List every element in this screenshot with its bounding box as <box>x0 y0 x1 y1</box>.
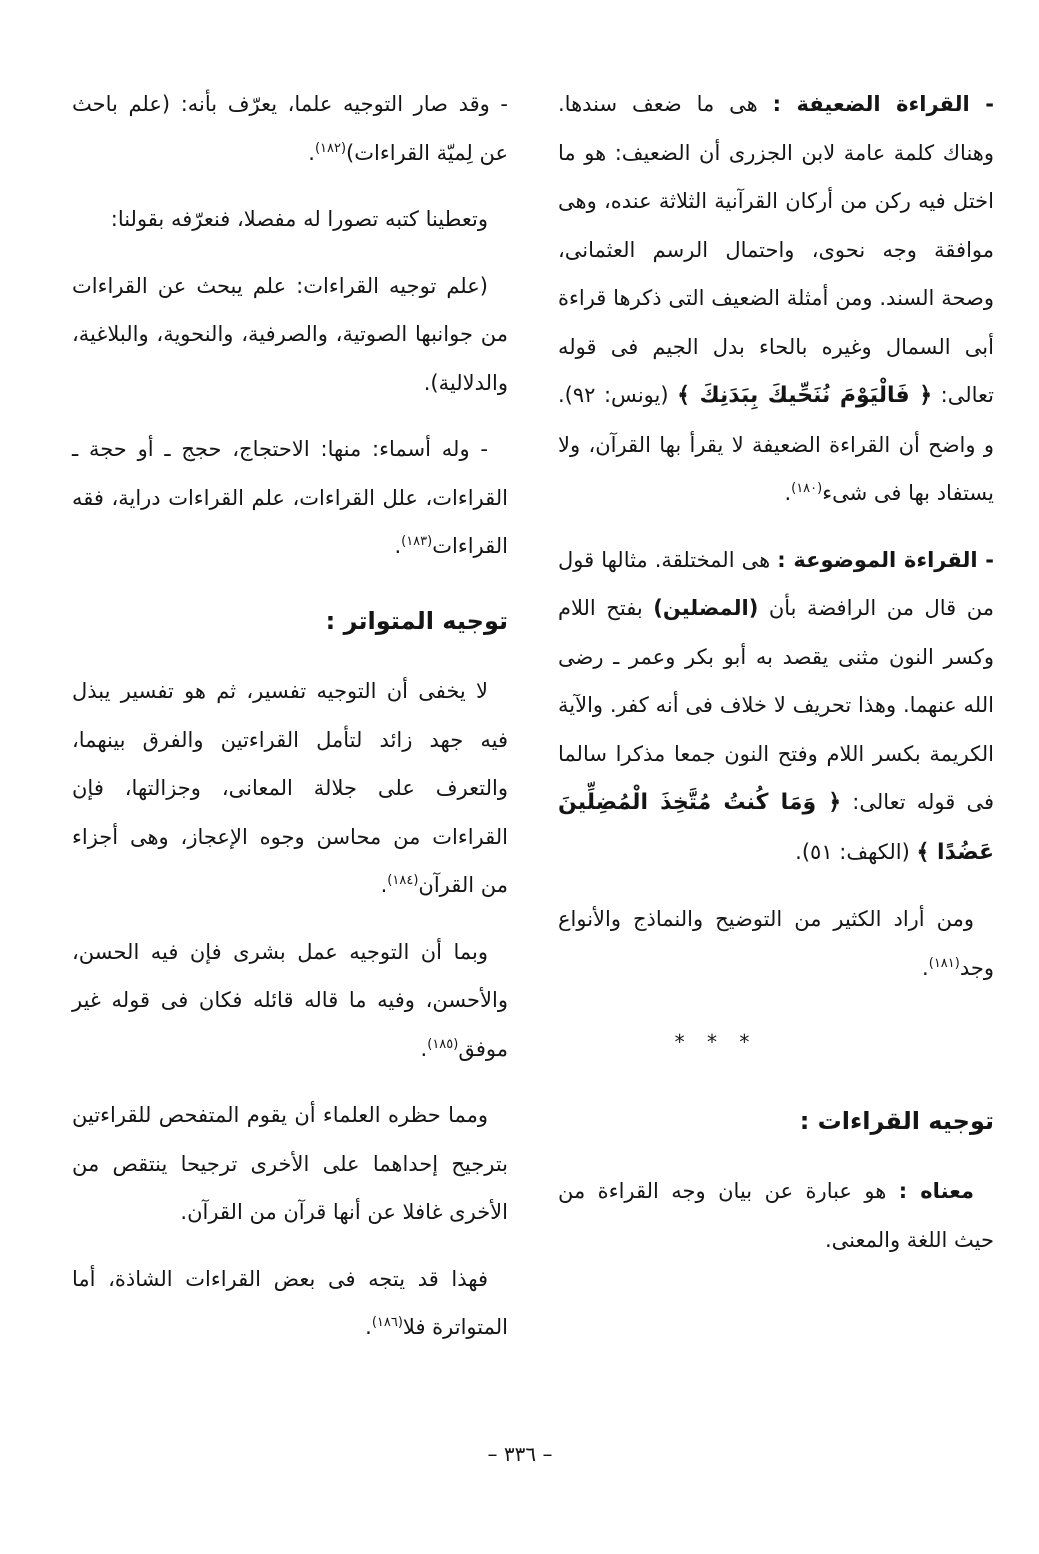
footnote-ref-184: (١٨٤) <box>387 873 419 888</box>
quran-verse-kahf: ﴿ وَمَا كُنتُ مُتَّخِذَ الْمُضِلِّينَ عَضُدًا ﴾ <box>558 790 994 865</box>
footnote-ref-186: (١٨٦) <box>371 1315 403 1330</box>
fabricated-reading-paragraph <box>558 536 994 878</box>
meaning-text: هو عبارة عن بيان وجه القراءة من حيث اللغة والمعنى. <box>558 1179 994 1252</box>
meaning-term: معناه : <box>898 1179 974 1203</box>
weak-reading-term: - القراءة الضعيفة : <box>772 92 994 116</box>
became-science-end: . <box>308 140 315 165</box>
tawatur-text-2: وبما أن التوجيه عمل بشرى فإن فيه الحسن، والأحسن، وفيه ما قاله قائله فكان فى قوله غير موفق <box>72 939 508 1061</box>
footnote-ref-182: (١٨٢) <box>314 140 347 156</box>
tawatur-end-4: . <box>365 1315 372 1339</box>
more-examples-end: . <box>922 955 929 980</box>
names-text: - وله أسماء: منها: الاحتجاج، حجج ـ أو حجة ـ القراءات، علل القراءات، علم القراءات دراية، فقه القراءات <box>72 437 508 558</box>
tawatur-paragraph-2 <box>72 928 508 1074</box>
footnote-ref-180: (١٨٠) <box>791 481 823 496</box>
weak-reading-text-2: (يونس: ٩٢). و واضح أن القراءة الضعيفة لا يقرأ بها القرآن، ولا يستفاد بها فى شىء <box>558 383 994 505</box>
tawatur-paragraph-1 <box>72 667 508 910</box>
quran-verse-yunus: ﴿ فَالْيَوْمَ نُنَحِّيكَ بِبَدَنِكَ ﴾ <box>677 383 933 408</box>
mudillin-word: (المضلين) <box>653 596 759 620</box>
footnote-ref-185: (١٨٥) <box>427 1036 459 1052</box>
books-paragraph <box>72 195 508 244</box>
weak-reading-end: . <box>784 481 792 505</box>
fabricated-reading-text-1: هى المختلقة. مثالها قول من قال من الرافضة بأن <box>558 547 994 620</box>
heading-tawjih-qiraat: توجيه القراءات : <box>799 1106 994 1135</box>
fabricated-reading-term: - القراءة الموضوعة : <box>777 547 994 572</box>
fabricated-reading-text-3: (الكهف: ٥١). <box>795 839 917 864</box>
weak-reading-paragraph <box>558 80 994 518</box>
tawatur-end-2: . <box>420 1036 428 1061</box>
section-separator: * * * <box>674 1030 758 1054</box>
tawatur-text-1: لا يخفى أن التوجيه تفسير، ثم هو تفسير يبذل فيه جهد زائد لتأمل القراءتين والفرق بينهما، والتعرف على جلالة المعانى، وجزالتها، فإن القراءات من محاسن وجوه الإعجاز، وهى أجزاء من القرآن <box>72 679 508 897</box>
heading-tawjih-mutawatir: توجيه المتواتر : <box>325 606 508 635</box>
fabricated-reading-text-2: بفتح اللام وكسر النون مثنى يقصد به أبو بكر وعمر ـ رضى الله عنهما. وهذا تحريف لا خلاف فى أنه كفر. والآية الكريمة بكسر اللام وفتح النون جمعا مذكرا سالما فى قوله تعالى: <box>558 596 994 814</box>
tawatur-paragraph-3 <box>72 1091 508 1237</box>
names-paragraph <box>72 425 508 571</box>
became-science-paragraph <box>72 80 508 177</box>
footnote-ref-183: (١٨٣) <box>401 534 433 549</box>
footnote-ref-181: (١٨١) <box>928 955 960 971</box>
more-examples-text: ومن أراد الكثير من التوضيح والنماذج والأنواع وجد <box>558 907 994 980</box>
definition-paragraph <box>72 262 508 408</box>
more-examples-paragraph <box>558 895 994 992</box>
tawatur-paragraph-4 <box>72 1255 508 1352</box>
weak-reading-text-1: هى ما ضعف سندها. وهناك كلمة عامة لابن الجزرى أن الضعيف: هو ما اختل فيه ركن من أركان القرآنية الثلاثة عنده، وهى موافقة وجه نحوى، واحتمال الرسم العثمانى، وصحة السند. ومن أمثلة الضعيف التى ذكرها قراءة أبى السمال وغيره بالحاء بدل الجيم فى قوله تعالى: <box>558 92 994 407</box>
tawatur-text-3: ومما حظره العلماء أن يقوم المتفحص للقراءتين بترجيح إحداهما على الأخرى ترجيحا ينتقص من الأخرى غافلا عن أنها قرآن من القرآن. <box>72 1103 508 1224</box>
books-text: وتعطينا كتبه تصورا له مفصلا، فنعرّفه بقولنا: <box>110 207 488 231</box>
definition-text: (علم توجيه القراءات: علم يبحث عن القراءات من جوانبها الصوتية، والصرفية، والنحوية، والبلاغية، والدلالية). <box>72 273 508 395</box>
right-column <box>558 80 994 1282</box>
became-science-text: - وقد صار التوجيه علما، يعرّف بأنه: (علم باحث عن لِميّة القراءات) <box>72 92 508 165</box>
tawatur-end-1: . <box>380 873 388 897</box>
left-column <box>72 80 508 1370</box>
page-number: – ٣٣٦ – <box>487 1442 553 1466</box>
meaning-paragraph <box>558 1167 994 1264</box>
names-end: . <box>394 534 402 558</box>
tawatur-text-4: فهذا قد يتجه فى بعض القراءات الشاذة، أما المتواترة فلا <box>72 1266 508 1339</box>
